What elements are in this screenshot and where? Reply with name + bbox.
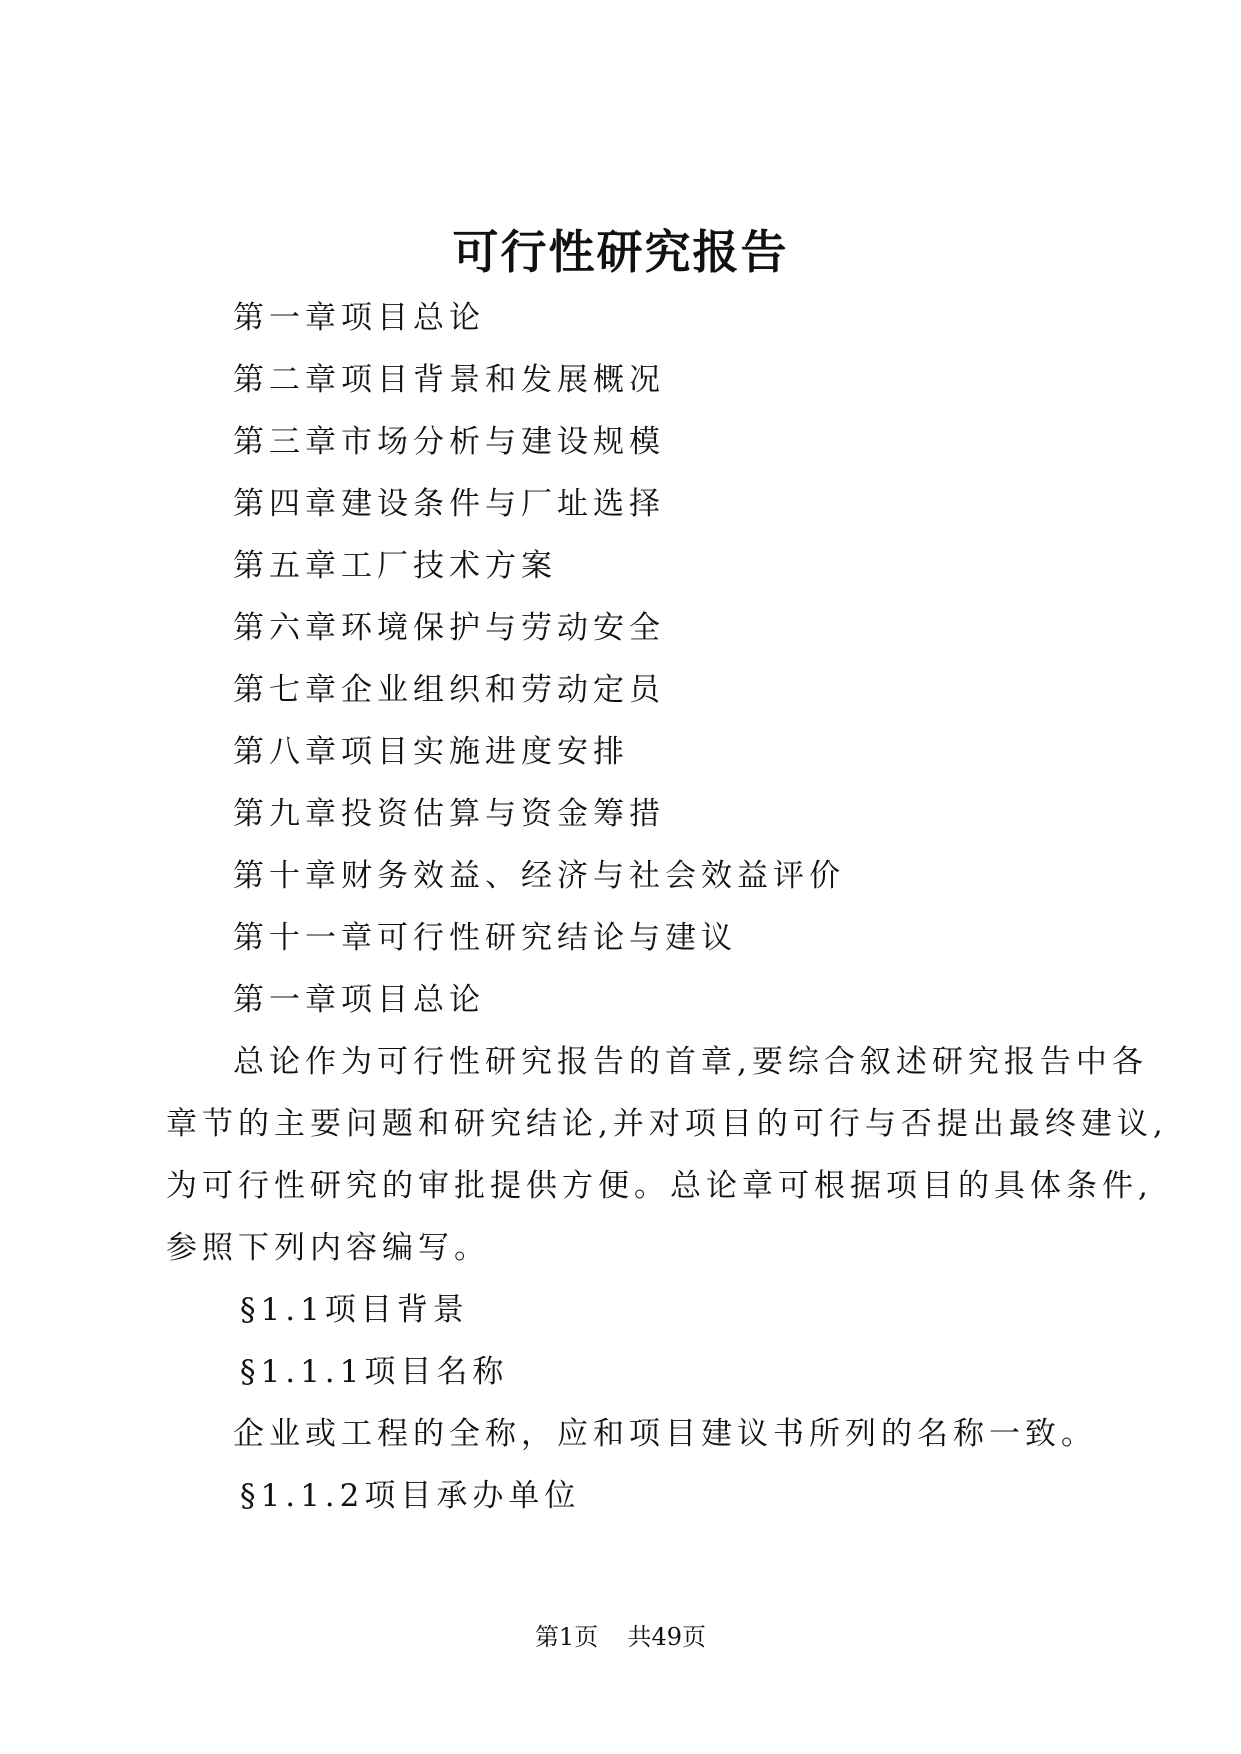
toc-item: 第三章市场分析与建设规模 xyxy=(233,424,665,460)
page-number: 第1页 xyxy=(534,1623,599,1651)
toc-item: 第十一章可行性研究结论与建议 xyxy=(233,920,737,956)
section-heading: §1.1.1项目名称 xyxy=(240,1354,509,1390)
paragraph-line: 为可行性研究的审批提供方便。总论章可根据项目的具体条件, xyxy=(166,1168,1153,1204)
chapter-heading: 第一章项目总论 xyxy=(233,982,485,1018)
toc-item: 第八章项目实施进度安排 xyxy=(233,734,629,770)
page-title: 可行性研究报告 xyxy=(452,225,789,279)
toc-item: 第二章项目背景和发展概况 xyxy=(233,362,665,398)
section-heading: §1.1.2项目承办单位 xyxy=(240,1478,581,1514)
toc-item: 第四章建设条件与厂址选择 xyxy=(233,486,665,522)
paragraph-line: 总论作为可行性研究报告的首章,要综合叙述研究报告中各 xyxy=(233,1044,1148,1080)
toc-item: 第六章环境保护与劳动安全 xyxy=(233,610,665,646)
section-text: 企业或工程的全称，应和项目建议书所列的名称一致。 xyxy=(233,1416,1097,1452)
toc-item: 第一章项目总论 xyxy=(233,300,485,336)
page-footer xyxy=(0,1622,1241,1652)
toc-item: 第九章投资估算与资金筹措 xyxy=(233,796,665,832)
toc-item: 第五章工厂技术方案 xyxy=(233,548,557,584)
paragraph-line: 参照下列内容编写。 xyxy=(166,1230,490,1266)
paragraph-line: 章节的主要问题和研究结论,并对项目的可行与否提出最终建议, xyxy=(166,1106,1168,1142)
page-total: 共49页 xyxy=(627,1623,707,1651)
toc-item: 第七章企业组织和劳动定员 xyxy=(233,672,665,708)
section-heading: §1.1项目背景 xyxy=(240,1292,469,1328)
toc-item: 第十章财务效益、经济与社会效益评价 xyxy=(233,858,845,894)
